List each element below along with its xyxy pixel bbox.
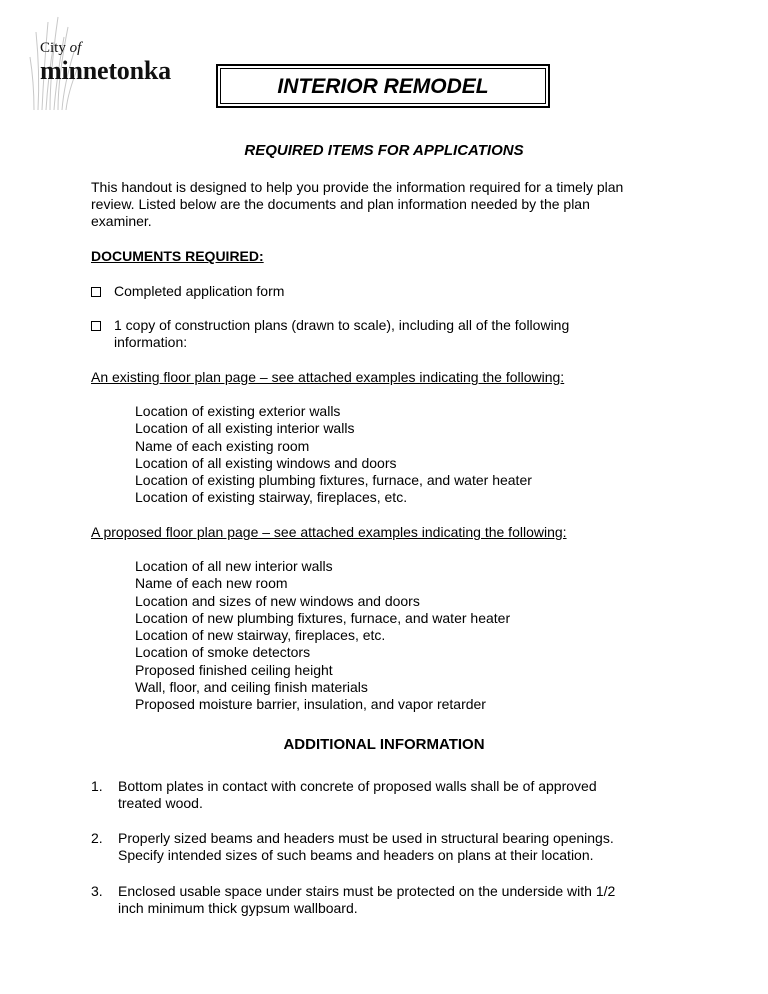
logo-of-word: of	[69, 40, 82, 56]
existing-plan-heading: An existing floor plan page – see attached examples indicating the following:	[91, 369, 565, 385]
list-item: Location of all existing windows and doors	[135, 454, 397, 471]
document-item-1: Completed application form	[114, 283, 285, 299]
additional-item-2-line-2: Specify intended sizes of such beams and headers on plans at their location.	[118, 847, 594, 863]
existing-plan-list	[135, 403, 532, 507]
item-number: 2.	[91, 830, 103, 846]
document-item-2-line-1: 1 copy of construction plans (drawn to scale), including all of the following	[114, 317, 570, 333]
intro-line-1: This handout is designed to help you provide the information required for a timely plan	[91, 179, 624, 195]
logo-city-text	[40, 40, 81, 57]
additional-item-3-line-1: Enclosed usable space under stairs must be protected on the underside with 1/2	[118, 883, 616, 899]
documents-heading: DOCUMENTS REQUIRED:	[91, 248, 264, 264]
title-box	[216, 64, 550, 108]
list-item: Wall, floor, and ceiling finish materials	[135, 679, 368, 696]
item-number: 1.	[91, 778, 103, 794]
list-item: Location of existing stairway, fireplaces, etc.	[135, 489, 408, 506]
item-number: 3.	[91, 883, 103, 899]
proposed-plan-heading: A proposed floor plan page – see attached examples indicating the following:	[91, 524, 567, 540]
checkbox-application-form[interactable]	[91, 287, 101, 297]
list-item: Name of each existing room	[135, 437, 310, 454]
list-item: Location of new plumbing fixtures, furnace, and water heater	[135, 609, 511, 626]
additional-item-2-line-1: Properly sized beams and headers must be used in structural bearing openings.	[118, 830, 614, 846]
checkbox-construction-plans[interactable]	[91, 321, 101, 331]
logo-city-word: City	[40, 40, 66, 56]
intro-line-3: examiner.	[91, 213, 152, 229]
intro-line-2: review. Listed below are the documents and plan information needed by the plan	[91, 196, 590, 212]
list-item: Name of each new room	[135, 575, 288, 592]
list-item: Location of all new interior walls	[135, 558, 333, 574]
page-title: INTERIOR REMODEL	[277, 75, 489, 98]
list-item: Location and sizes of new windows and doors	[135, 592, 420, 609]
list-item: Proposed finished ceiling height	[135, 661, 333, 678]
logo-name: minnetonka	[40, 56, 171, 85]
list-item: Location of new stairway, fireplaces, etc.	[135, 627, 386, 644]
additional-item-1-line-1: Bottom plates in contact with concrete of proposed walls shall be of approved	[118, 778, 597, 794]
additional-info-heading: ADDITIONAL INFORMATION	[283, 736, 485, 753]
list-item: Location of all existing interior walls	[135, 420, 355, 437]
additional-item-1-line-2: treated wood.	[118, 795, 203, 811]
subtitle: REQUIRED ITEMS FOR APPLICATIONS	[244, 142, 524, 159]
proposed-plan-list	[135, 558, 510, 714]
list-item: Location of existing exterior walls	[135, 403, 341, 419]
list-item: Location of existing plumbing fixtures, furnace, and water heater	[135, 472, 532, 489]
list-item: Proposed moisture barrier, insulation, and vapor retarder	[135, 696, 486, 713]
additional-item-3-line-2: inch minimum thick gypsum wallboard.	[118, 900, 358, 916]
list-item: Location of smoke detectors	[135, 644, 311, 661]
document-item-2-line-2: information:	[114, 334, 188, 350]
city-logo	[28, 12, 193, 112]
